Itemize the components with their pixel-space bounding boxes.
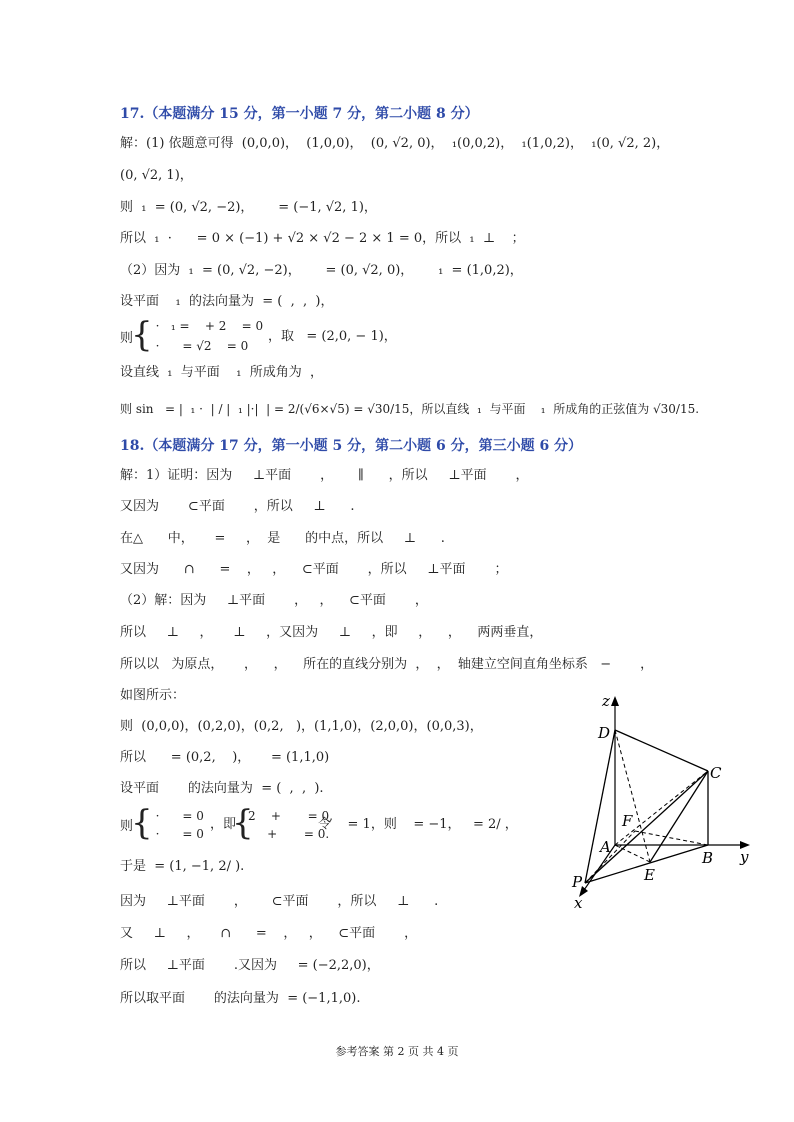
label-z: z [602,692,610,710]
z-axis-arrow [611,696,619,706]
q18-system-mid: ，即 [210,817,237,832]
q18-system-brace-1: { [131,803,153,843]
q18-system2-row-2: + = 0. [248,827,330,841]
q18-system-row-1: · = 0 [148,809,204,823]
label-y: y [740,848,749,866]
label-B: B [702,849,714,867]
q18-line-13: 于是 = (1, −1, 2/ ). [120,859,245,874]
q17-line-1: 解：(1) 依题意可得 (0,0,0)， (1,0,0)， (0, √2, 0)， ₁(0,0,2)， ₁(1,0,2)， ₁(0, √2, 2)， [120,136,670,151]
q18-line-16: 所以 ⊥平面 .又因为 = (−2,2,0)， [120,958,380,973]
q18-line-14: 因为 ⊥平面 ， ⊂平面 ，所以 ⊥ . [120,894,439,909]
label-F: F [622,812,633,830]
q18-system-suffix: 令 = 1，则 = −1， = 2/ ， [318,817,518,832]
q18-line-15: 又 ⊥ ， ∩ = ， ， ⊂平面 ， [120,926,418,941]
edge-AE [615,845,650,862]
q18-line-3: 在△ 中， = ， 是 的中点，所以 ⊥ . [120,531,445,546]
label-x: x [574,894,583,912]
page-footer: 参考答案 第 2 页 共 4 页 [335,1045,459,1058]
q17-line-4: 所以 ₁ · = 0 × (−1) + √2 × √2 − 2 × 1 = 0，所以 ₁ ⊥ ； [120,231,525,246]
q18-header: 18.（本题满分 17 分，第一小题 5 分，第二小题 6 分，第三小题 6 分） [120,438,583,454]
q17-header: 17.（本题满分 15 分，第一小题 7 分，第二小题 8 分） [120,106,479,122]
q18-system2-row-1: 2 + = 0, [248,809,333,823]
q18-line-17: 所以取平面 的法向量为 = (−1,1,0). [120,991,361,1006]
q17-line-5: （2）因为 ₁ = (0, √2, −2)， = (0, √2, 0)， ₁ = (1,0,2)， [120,263,523,278]
q17-line-8: 设直线 ₁ 与平面 ₁ 所成角为 ， [120,365,324,380]
q17-line-3: 则 ₁ = (0, √2, −2)， = (−1, √2, 1)， [120,200,377,215]
pyramid-figure [560,690,760,915]
edge-AC [615,771,708,845]
label-D: D [598,724,611,742]
q17-system-suffix: ，取 = (2,0, − 1)， [268,329,397,344]
q18-system-row-2: · = 0 [148,827,204,841]
q18-line-5: （2）解：因为 ⊥平面 ， ， ⊂平面 ， [120,593,428,608]
q18-system-prefix: 则 [120,819,134,834]
q18-line-4: 又因为 ∩ = ， ， ⊂平面 ，所以 ⊥平面 ； [120,562,508,577]
edge-FB [635,831,708,845]
label-P: P [572,873,583,891]
q17-line-2: (0, √2, 1)， [120,168,193,183]
q18-system-brace-2: { [232,803,254,843]
label-C: C [710,764,722,782]
q18-line-9: 则 (0,0,0)，(0,2,0)，(0,2, )，(1,1,0)，(2,0,0)，(0,0,3)， [120,719,483,734]
q18-line-11: 设平面 的法向量为 = ( , , ). [120,781,324,796]
q17-line-6: 设平面 ₁ 的法向量为 = ( , , )， [120,294,334,309]
q17-system-row-1: · ₁ = + 2 = 0 [148,319,264,333]
q17-line-9: 则 sin = | ₁ · | / | ₁ |·| | = 2/(√6×√5) = √30/15，所以直线 ₁ 与平面 ₁ 所成角的正弦值为 √30/15. [120,402,700,416]
q18-line-1: 解：1）证明：因为 ⊥平面 ， ∥ ，所以 ⊥平面 ， [120,468,529,483]
q17-system-row-2: · = √2 = 0 [148,339,249,353]
edge-DC [615,730,708,771]
q18-line-6: 所以 ⊥ ， ⊥ ，又因为 ⊥ ，即 ， ， 两两垂直， [120,625,543,640]
q17-system-brace: { [131,315,153,355]
q17-system-prefix: 则 [120,331,134,346]
q18-line-8: 如图所示： [120,688,186,703]
q18-line-10: 所以 = (0,2, )， = (1,1,0) [120,750,330,765]
q18-line-2: 又因为 ⊂平面 ，所以 ⊥ . [120,499,355,514]
label-A: A [600,838,611,856]
q18-line-7: 所以以 为原点， ， ， 所在的直线分别为 ， ， 轴建立空间直角坐标系 − ， [120,657,654,672]
edge-DE [615,730,650,862]
label-E: E [644,866,655,884]
